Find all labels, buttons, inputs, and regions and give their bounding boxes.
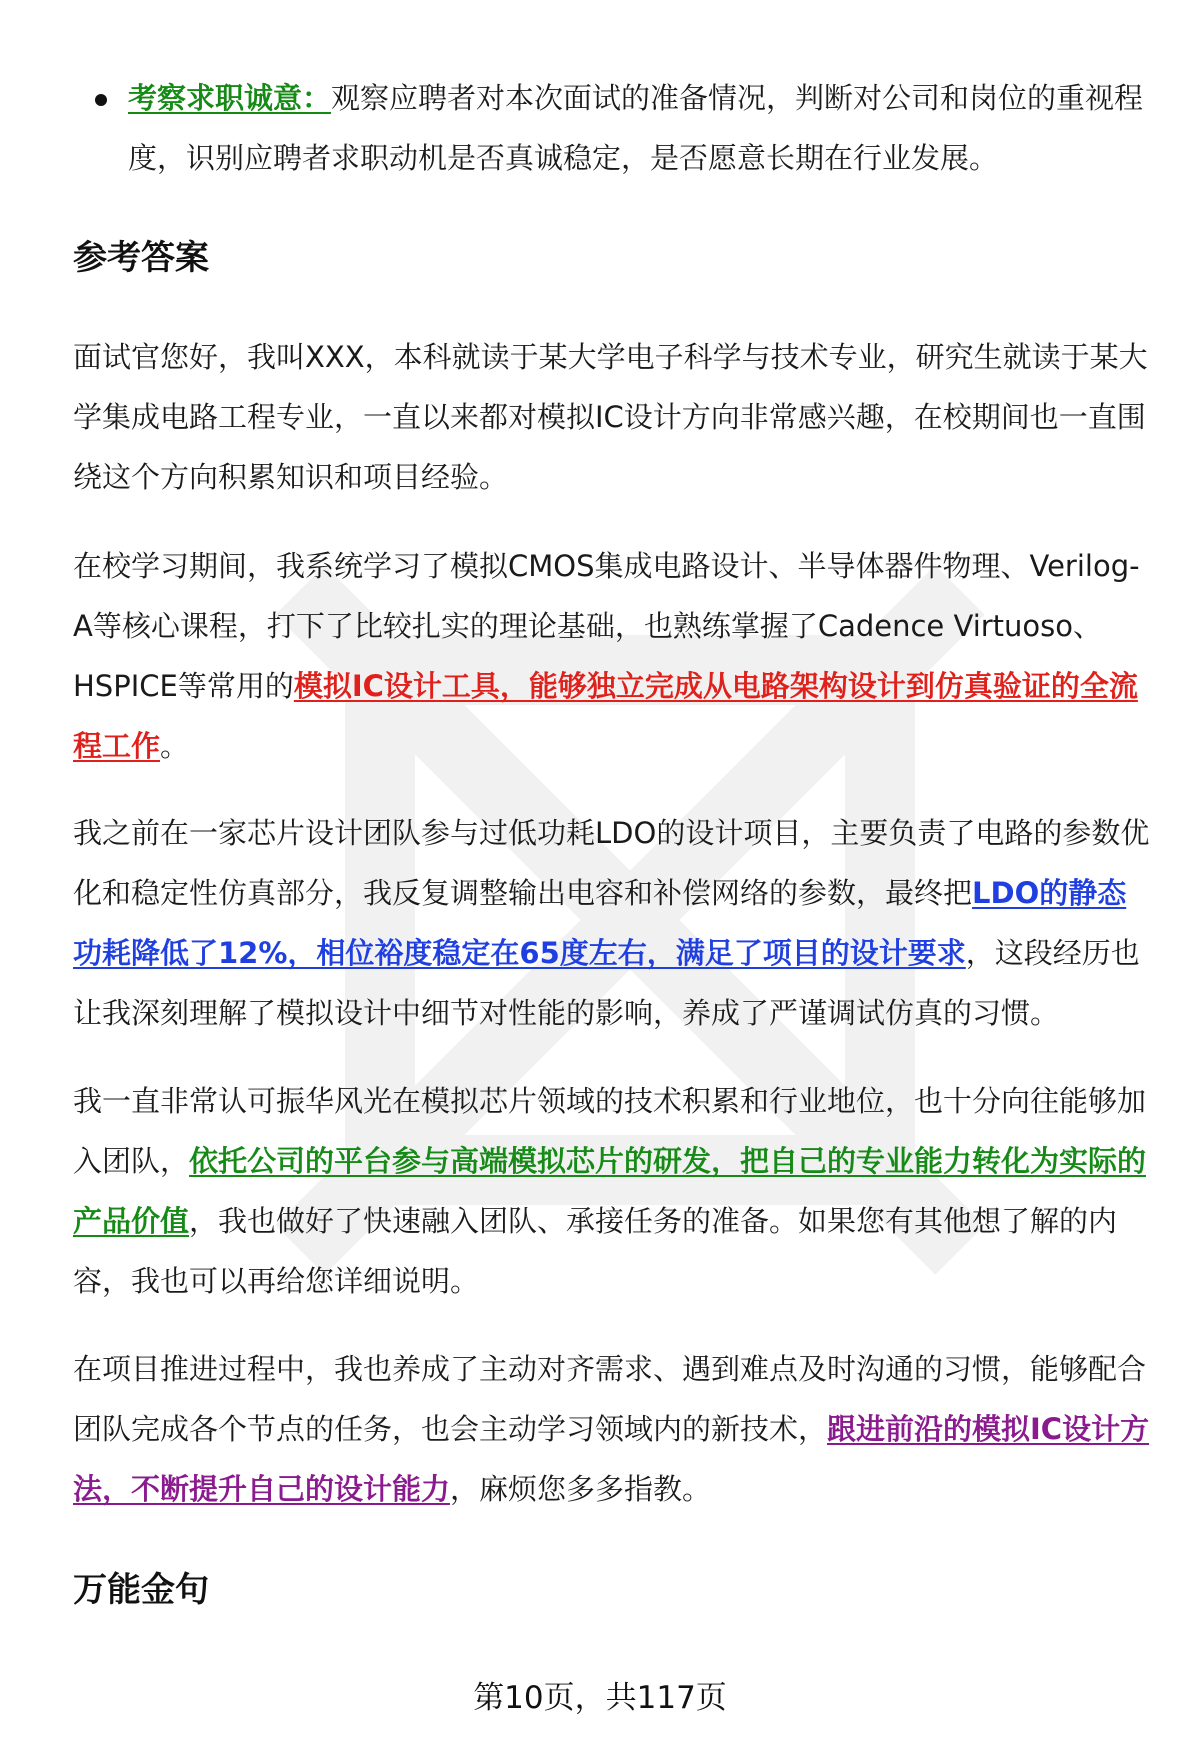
bullet-text [128, 68, 1145, 188]
paragraph-project-end: ，这段经历也让我深刻理解了模拟设计中细节对性能的影响，养成了严谨调试仿真的习惯。 [73, 936, 1140, 1030]
paragraph-intro: 面试官您好，我叫XXX，本科就读于某大学电子科学与技术专业，研究生就读于某大学集成电路工程专业，一直以来都对模拟IC设计方向非常感兴趣，在校期间也一直围绕这个方向积累知识和项目经验。 [73, 340, 1148, 494]
highlight-red: 模拟IC设计工具，能够独立完成从电路架构设计到仿真验证的全流程工作 [73, 669, 1138, 763]
page-number: 第10页，共117页 [473, 1680, 727, 1716]
bullet-body: 观察应聘者对本次面试的准备情况，判断对公司和岗位的重视程度，识别应聘者求职动机是否真诚稳定，是否愿意长期在行业发展。 [128, 81, 1144, 175]
bullet-dot [95, 94, 107, 106]
paragraph-company [73, 1071, 1153, 1311]
bullet-label: 考察求职诚意： [128, 81, 332, 115]
paragraph-teamwork-end: ，麻烦您多多指教。 [450, 1472, 712, 1506]
heading-golden-phrases: 万能金句 [73, 1570, 209, 1610]
paragraph-study [73, 536, 1153, 776]
paragraph-project-text: 我之前在一家芯片设计团队参与过低功耗LDO的设计项目，主要负责了电路的参数优化和稳定性仿真部分，我反复调整输出电容和补偿网络的参数，最终把 [73, 816, 1150, 910]
paragraph-project [73, 803, 1153, 1043]
paragraph-company-text: 我一直非常认可振华风光在模拟芯片领域的技术积累和行业地位，也十分向往能够加入团队， [73, 1084, 1147, 1178]
highlight-blue: LDO的静态功耗降低了12%，相位裕度稳定在65度左右，满足了项目的设计要求 [73, 876, 1127, 970]
paragraph-study-end: 。 [160, 729, 190, 763]
bullet-item-sincerity [95, 68, 1145, 188]
highlight-green: 依托公司的平台参与高端模拟芯片的研发，把自己的专业能力转化为实际的产品价值 [73, 1144, 1147, 1238]
highlight-purple: 跟进前沿的模拟IC设计方法，不断提升自己的设计能力 [73, 1412, 1150, 1506]
heading-reference-answer: 参考答案 [73, 238, 209, 278]
paragraph-teamwork-text: 在项目推进过程中，我也养成了主动对齐需求、遇到难点及时沟通的习惯，能够配合团队完成各个节点的任务，也会主动学习领域内的新技术， [73, 1352, 1147, 1446]
paragraph-study-text: 在校学习期间，我系统学习了模拟CMOS集成电路设计、半导体器件物理、Verilog-A等核心课程，打下了比较扎实的理论基础，也熟练掌握了Cadence Virtuoso、HSPICE等常用的 [73, 549, 1140, 703]
paragraph-teamwork [73, 1339, 1153, 1519]
paragraph-company-end: ，我也做好了快速融入团队、承接任务的准备。如果您有其他想了解的内容，我也可以再给您详细说明。 [73, 1204, 1118, 1298]
